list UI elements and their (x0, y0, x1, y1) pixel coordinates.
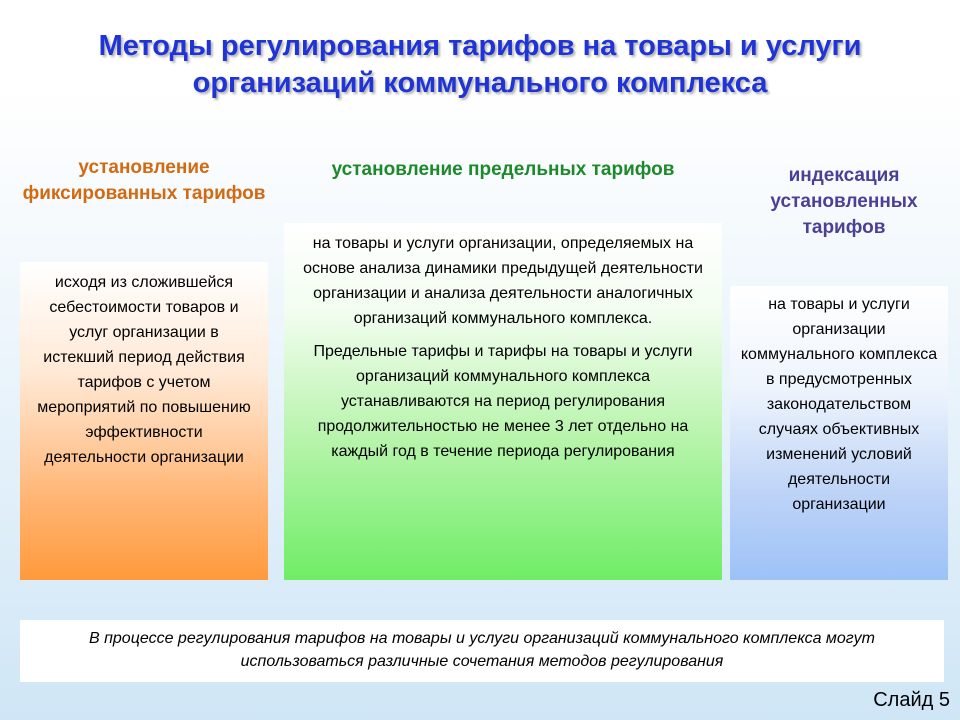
limit-tariffs-text-1: на товары и услуги организации, определяемых на основе анализа динамики предыдущей деятельности организации и анализа деятельности аналогичных организаций коммунального комплекса. (303, 235, 703, 327)
heading-limit-tariffs: установление предельных тарифов (331, 159, 675, 180)
limit-tariffs-text-2: Предельные тарифы и тарифы на товары и услуги организаций коммунального комплекса устанавливаются на период регулирования продолжительностью не менее 3 лет отдельно на каждый год в течение периода регулирования (313, 343, 693, 460)
slide-title: Методы регулирования тарифов на товары и услуги организаций коммунального комплекса (98, 30, 862, 99)
fixed-tariffs-text: исходя из сложившейся себестоимости товаров и услуг организации в истекший период действия тарифов с учетом мероприятий по повышению эффективности деятельности организации (37, 274, 251, 466)
fixed-tariffs-box (20, 262, 268, 580)
heading-fixed-tariffs: установление фиксированных тарифов (22, 157, 266, 204)
limit-tariffs-box (284, 223, 722, 580)
heading-indexation: индексация установленных тарифов (770, 165, 918, 238)
indexation-text: на товары и услуги организации коммунального комплекса в предусмотренных законодательством случаях объективных изменений условий деятельности организации (740, 296, 938, 513)
slide-number: Слайд 5 (873, 689, 950, 711)
indexation-box (730, 286, 948, 580)
methods-combination-note: В процессе регулирования тарифов на товары и услуги организаций коммунального комплекса могут использоваться различные сочетания методов регулирования (20, 620, 944, 682)
